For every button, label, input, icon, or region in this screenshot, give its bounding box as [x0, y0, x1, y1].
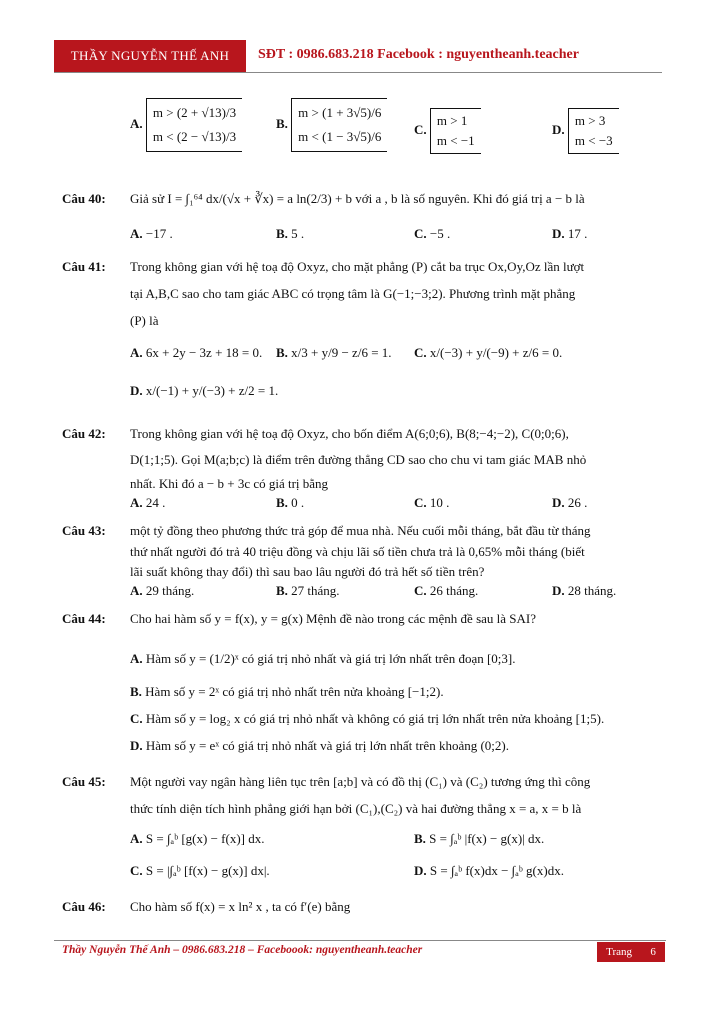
- page-number-box: [597, 942, 665, 962]
- q41-option-b: B. x/3 + y/9 − z/6 = 1.: [276, 345, 392, 360]
- q42-option-a: A. 24 .: [130, 495, 166, 510]
- q41-line2: tại A,B,C sao cho tam giác ABC có trọng tâm là G(−1;−3;2). Phương trình mặt phẳng: [130, 286, 576, 301]
- q42-option-c: C. 10 .: [414, 495, 450, 510]
- q42-line1: Trong không gian với hệ toạ độ Oxyz, cho bốn điểm A(6;0;6), B(8;−4;−2), C(0;0;6),: [130, 426, 569, 441]
- q43-option-d: D. 28 tháng.: [552, 583, 617, 598]
- q40-option-a: A. −17 .: [130, 226, 173, 241]
- q45-option-b: B. S = ∫ₐᵇ |f(x) − g(x)| dx.: [414, 831, 545, 846]
- q41-label: Câu 41:: [62, 259, 106, 274]
- q40-option-d: D. 17 .: [552, 226, 588, 241]
- header-teacher-name: THẦY NGUYỄN THẾ ANH: [54, 40, 246, 72]
- q42-line3: nhất. Khi đó a − b + 3c có giá trị bằng: [130, 476, 329, 491]
- q44-option-a: A. Hàm số y = (1/2)ˣ có giá trị nhỏ nhất và giá trị lớn nhất trên đoạn [0;3].: [130, 651, 516, 666]
- q39-option-a: A. m > (2 + √13)/3 m < (2 − √13)/3: [130, 98, 242, 152]
- q45-option-a: A. S = ∫ₐᵇ [g(x) − f(x)] dx.: [130, 831, 265, 846]
- q41-option-d: D. x/(−1) + y/(−3) + z/2 = 1.: [130, 383, 279, 398]
- q41-option-c: C. x/(−3) + y/(−9) + z/6 = 0.: [414, 345, 563, 360]
- footer-credit: Thầy Nguyễn Thế Anh – 0986.683.218 – Faceboook: nguyentheanh.teacher: [62, 944, 423, 956]
- page-number: 6: [650, 946, 656, 958]
- q45-option-c: C. S = |∫ₐᵇ [f(x) − g(x)] dx|.: [130, 863, 270, 878]
- q40-label: Câu 40:: [62, 191, 106, 206]
- q39-option-d: D. m > 3 m < −3: [552, 108, 619, 154]
- q45-line1: Một người vay ngân hàng liên tục trên [a;b] và có đồ thị (C₁) và (C₂) tương ứng thì công: [130, 774, 591, 789]
- q43-option-c: C. 26 tháng.: [414, 583, 479, 598]
- q46-text: Cho hàm số f(x) = x ln² x , ta có f′(e) bằng: [130, 899, 351, 914]
- q43-label: Câu 43:: [62, 523, 106, 538]
- q42-option-d: D. 26 .: [552, 495, 588, 510]
- q44-label: Câu 44:: [62, 611, 106, 626]
- header-divider: [54, 72, 662, 73]
- q43-line3: lãi suất không thay đổi) thì sau bao lâu người đó trả hết số tiền trên?: [130, 564, 485, 579]
- q44-option-c: C. Hàm số y = log₂ x có giá trị nhỏ nhất và không có giá trị lớn nhất trên nửa khoảng [1;5).: [130, 711, 605, 726]
- q44-text: Cho hai hàm số y = f(x), y = g(x) Mệnh đề nào trong các mệnh đề sau là SAI?: [130, 611, 537, 626]
- q45-line2: thức tính diện tích hình phẳng giới hạn bởi (C₁),(C₂) và hai đường thẳng x = a, x = b là: [130, 801, 582, 816]
- q43-option-b: B. 27 tháng.: [276, 583, 340, 598]
- header-contact: SĐT : 0986.683.218 Facebook : nguyentheanh.teacher: [258, 47, 579, 62]
- q43-line1: một tỷ đồng theo phương thức trả góp để mua nhà. Nếu cuối mỗi tháng, bắt đầu từ tháng: [130, 523, 591, 538]
- q44-option-b: B. Hàm số y = 2ˣ có giá trị nhỏ nhất trên nửa khoảng [−1;2).: [130, 684, 444, 699]
- q42-label: Câu 42:: [62, 426, 106, 441]
- q42-line2: D(1;1;5). Gọi M(a;b;c) là điểm trên đường thẳng CD sao cho chu vi tam giác MAB nhỏ: [130, 452, 587, 467]
- q40-text: Giả sử I = ∫₁⁶⁴ dx/(√x + ∛x) = a ln(2/3) + b với a , b là số nguyên. Khi đó giá trị a − b là: [130, 191, 585, 206]
- q40-option-b: B. 5 .: [276, 226, 305, 241]
- q39-option-b: B. m > (1 + 3√5)/6 m < (1 − 3√5)/6: [276, 98, 387, 152]
- q44-option-d: D. Hàm số y = eˣ có giá trị nhỏ nhất và giá trị lớn nhất trên khoảng (0;2).: [130, 738, 509, 753]
- q45-label: Câu 45:: [62, 774, 106, 789]
- q39-option-c: C. m > 1 m < −1: [414, 108, 481, 154]
- q41-line1: Trong không gian với hệ toạ độ Oxyz, cho mặt phẳng (P) cắt ba trục Ox,Oy,Oz lần lượt: [130, 259, 585, 274]
- q40-option-c: C. −5 .: [414, 226, 451, 241]
- page-label: Trang: [606, 946, 633, 958]
- q43-line2: thứ nhất người đó trả 40 triệu đồng và chịu lãi số tiền chưa trả là 0,65% mỗi tháng (biết: [130, 544, 585, 559]
- q43-option-a: A. 29 tháng.: [130, 583, 195, 598]
- q45-option-d: D. S = ∫ₐᵇ f(x)dx − ∫ₐᵇ g(x)dx.: [414, 863, 564, 878]
- q42-option-b: B. 0 .: [276, 495, 305, 510]
- q41-line3: (P) là: [130, 313, 159, 328]
- q46-label: Câu 46:: [62, 899, 106, 914]
- q41-option-a: A. 6x + 2y − 3z + 18 = 0.: [130, 345, 263, 360]
- footer-divider: [54, 940, 666, 941]
